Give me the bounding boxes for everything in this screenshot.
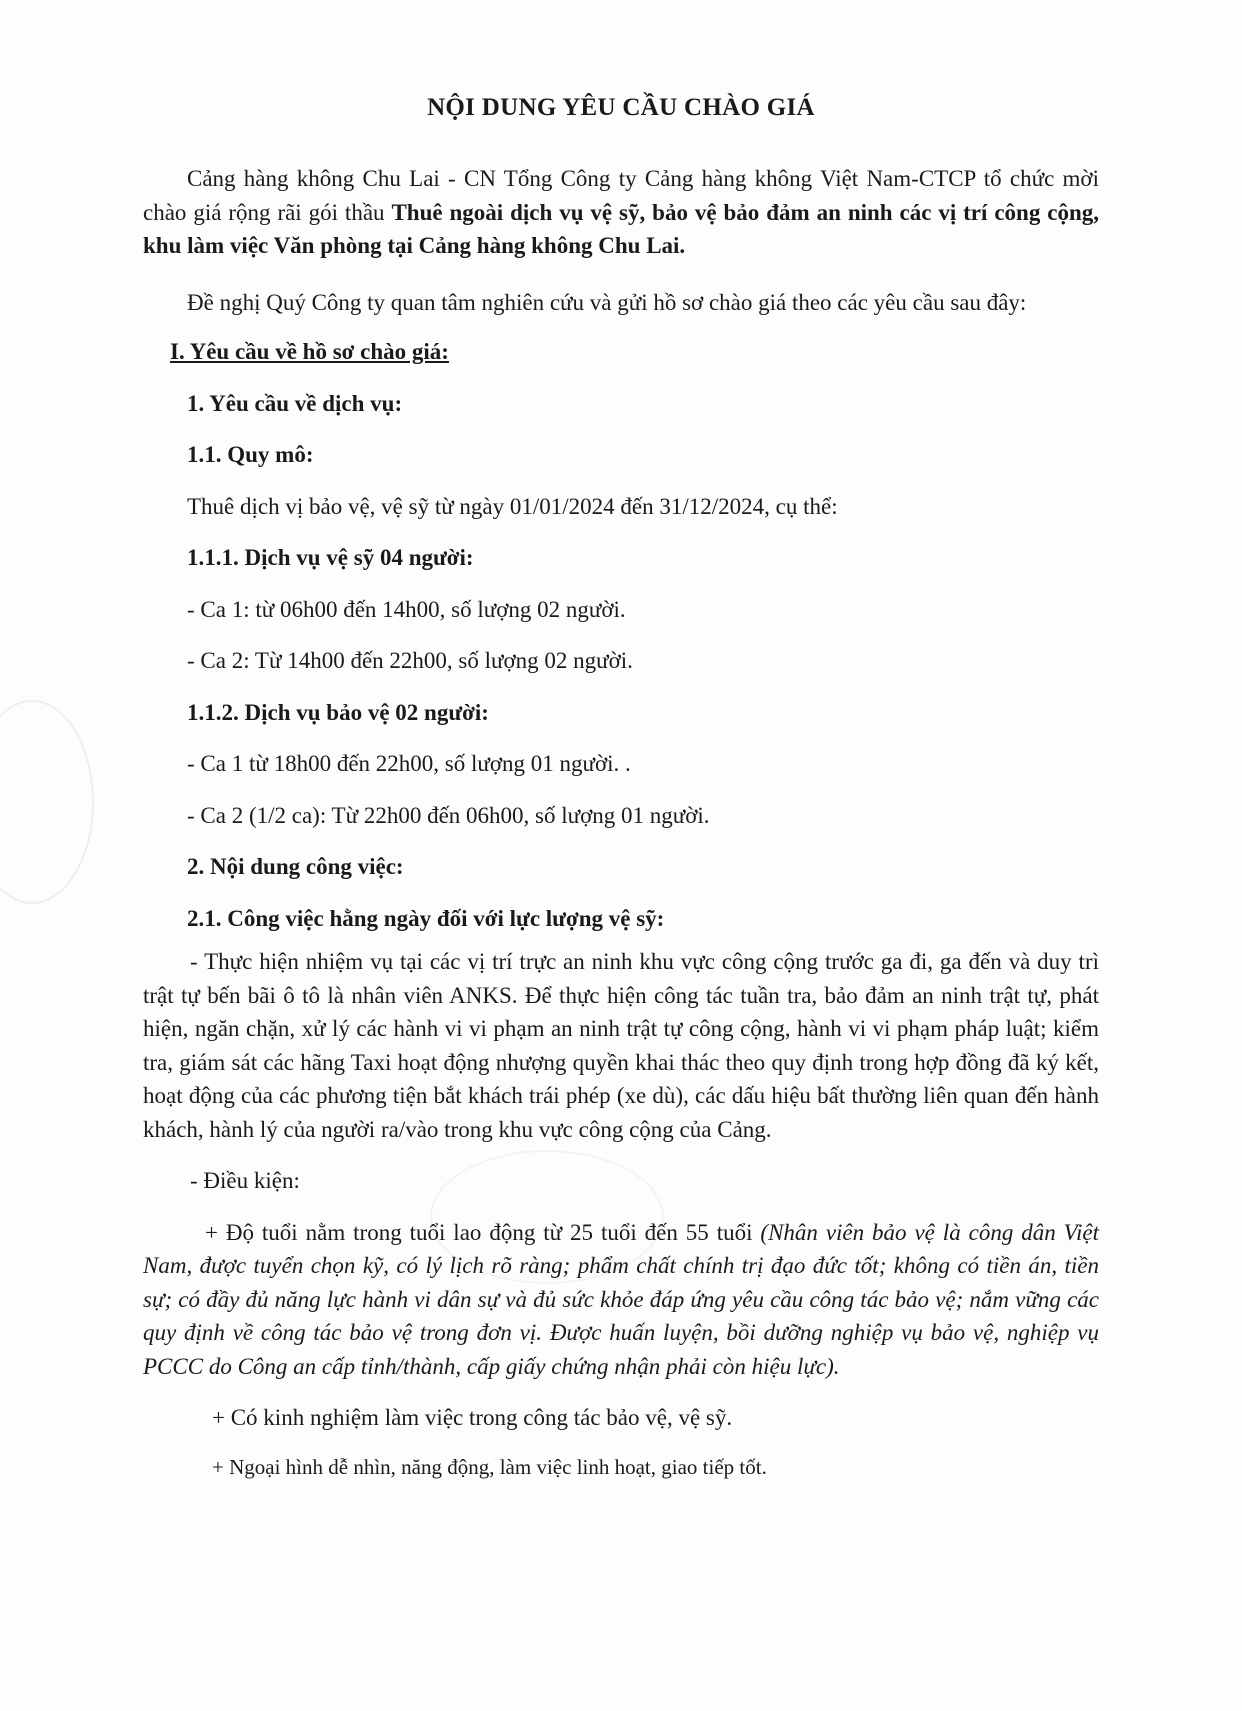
shift-item: - Ca 2 (1/2 ca): Từ 22h00 đến 06h00, số lượng 01 người. [187,802,710,828]
intro-package-name: Thuê ngoài dịch vụ vệ sỹ, bảo vệ bảo đảm an ninh các vị trí công cộng, khu làm việc Văn phòng tại Cảng hàng không Chu Lai. [143,199,1100,258]
document-title: NỘI DUNG YÊU CẦU CHÀO GIÁ [427,94,815,121]
condition-appearance: + Ngoại hình dễ nhìn, năng động, làm việc linh hoạt, giao tiếp tốt. [212,1454,767,1479]
shift-item: - Ca 1 từ 18h00 đến 22h00, số lượng 01 người. . [187,751,631,776]
conditions-label: - Điều kiện: [190,1168,300,1193]
section-heading-I: I. Yêu cầu về hồ sơ chào giá: [170,339,449,364]
faint-stamp-mark [430,1150,664,1284]
heading-2: 2. Nội dung công việc: [187,854,404,879]
heading-1-1-1: 1.1.1. Dịch vụ vệ sỹ 04 người: [187,545,474,570]
condition-experience: + Có kinh nghiệm làm việc trong công tác bảo vệ, vệ sỹ. [212,1405,733,1430]
duties-paragraph: - Thực hiện nhiệm vụ tại các vị trí trực an ninh khu vực công cộng trước ga đi, ga đến và duy trì trật tự bến bãi ô tô là nhân viên ANKS. Để thực hiện công tác tuần tra, bảo đảm an ninh trật tự, phát hiện, ngăn chặn, xử lý các hành vi vi phạm an ninh trật tự công cộng, hành vi vi phạm pháp luật; kiểm tra, giám sát các hãng Taxi hoạt động nhượng quyền khai thác theo quy định trong hợp đồng đã ký kết, hoạt động của các phương tiện bắt khách trái phép (xe dù), các dấu hiệu bất thường liên quan đến hành khách, hành lý của người ra/vào trong khu vực công cộng của Cảng. [143,949,1099,1142]
intro-paragraph [143,162,1099,263]
shift-item: - Ca 2: Từ 14h00 đến 22h00, số lượng 02 người. [187,648,633,673]
heading-1-1: 1.1. Quy mô: [187,442,314,467]
intro-text: Cảng hàng không Chu Lai - CN Tổng Công ty Cảng hàng không Việt Nam-CTCP tổ chức mời chào giá rộng rãi gói thầu [143,166,1099,225]
heading-1: 1. Yêu cầu về dịch vụ: [187,390,403,416]
request-paragraph: Đề nghị Quý Công ty quan tâm nghiên cứu và gửi hồ sơ chào giá theo các yêu cầu sau đây: [187,289,1027,315]
document-body [0,162,1242,1484]
condition-age-text: + Độ tuổi nằm trong tuổi lao động từ 25 tuổi đến 55 tuổi [205,1219,761,1245]
heading-2-1: 2.1. Công việc hằng ngày đối với lực lượng vệ sỹ: [187,905,665,931]
scope-text: Thuê dịch vị bảo vệ, vệ sỹ từ ngày 01/01/2024 đến 31/12/2024, cụ thể: [187,493,838,519]
heading-1-1-2: 1.1.2. Dịch vụ bảo vệ 02 người: [187,699,489,725]
condition-age-details: (Nhân viên bảo vệ là công dân Việt Nam, được tuyển chọn kỹ, có lý lịch rõ ràng; phẩm chất chính trị đạo đức tốt; không có tiền án, tiền sự; có đầy đủ năng lực hành vi dân sự và đủ sức khỏe đáp ứng yêu cầu công tác bảo vệ; nắm vững các quy định về công tác bảo vệ trong đơn vị. Được huấn luyện, bồi dưỡng nghiệp vụ bảo vệ, nghiệp vụ PCCC do Công an cấp tỉnh/thành, cấp giấy chứng nhận phải còn hiệu lực). [143,1219,1100,1379]
shift-item: - Ca 1: từ 06h00 đến 14h00, số lượng 02 người. [187,596,626,622]
